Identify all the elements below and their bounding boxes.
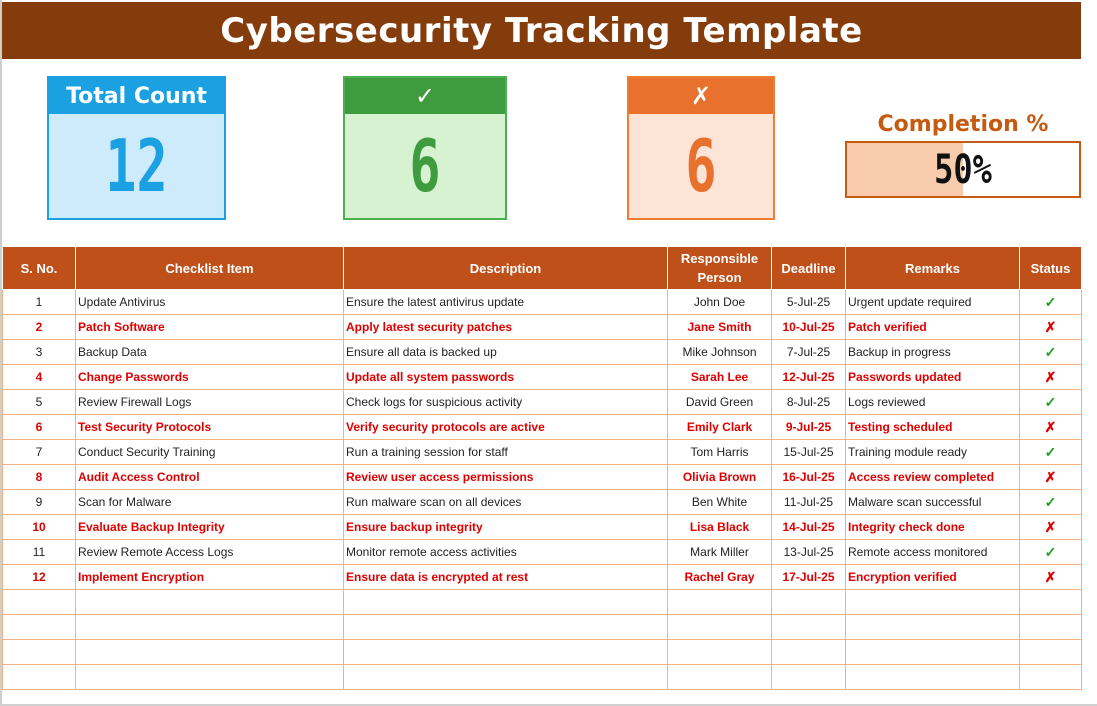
table-row — [3, 315, 1082, 340]
empty-cell[interactable] — [344, 640, 668, 665]
column-header-serial[interactable]: S. No. — [3, 247, 76, 290]
empty-cell[interactable] — [3, 640, 76, 665]
responsible-person-cell[interactable]: Mark Miller — [668, 540, 772, 565]
serial-cell[interactable]: 6 — [3, 415, 76, 440]
serial-cell[interactable]: 5 — [3, 390, 76, 415]
remarks-cell[interactable]: Remote access monitored — [846, 540, 1020, 565]
table-row — [3, 365, 1082, 390]
table-row — [3, 465, 1082, 490]
checklist-item-cell[interactable]: Scan for Malware — [76, 490, 344, 515]
completion-label: Completion % — [877, 112, 1049, 137]
empty-cell[interactable] — [76, 665, 344, 690]
column-header-responsible-person[interactable]: Responsible Person — [668, 247, 772, 290]
empty-cell[interactable] — [76, 590, 344, 615]
status-check-icon[interactable]: ✓ — [1020, 490, 1082, 515]
description-cell[interactable]: Check logs for suspicious activity — [344, 390, 668, 415]
serial-cell[interactable]: 1 — [3, 290, 76, 315]
column-header-deadline[interactable]: Deadline — [772, 247, 846, 290]
remarks-cell[interactable]: Logs reviewed — [846, 390, 1020, 415]
empty-cell[interactable] — [344, 615, 668, 640]
remarks-cell[interactable]: Access review completed — [846, 465, 1020, 490]
description-cell[interactable]: Review user access permissions — [344, 465, 668, 490]
deadline-cell[interactable]: 13-Jul-25 — [772, 540, 846, 565]
responsible-person-cell[interactable]: Ben White — [668, 490, 772, 515]
status-check-icon[interactable]: ✓ — [1020, 290, 1082, 315]
checklist-table — [2, 246, 1082, 690]
checklist-item-cell[interactable]: Implement Encryption — [76, 565, 344, 590]
deadline-cell[interactable]: 14-Jul-25 — [772, 515, 846, 540]
remarks-cell[interactable]: Passwords updated — [846, 365, 1020, 390]
deadline-cell[interactable]: 17-Jul-25 — [772, 565, 846, 590]
empty-cell[interactable] — [3, 590, 76, 615]
deadline-cell[interactable]: 9-Jul-25 — [772, 415, 846, 440]
responsible-person-cell[interactable]: John Doe — [668, 290, 772, 315]
empty-cell[interactable] — [344, 665, 668, 690]
checklist-item-cell[interactable]: Patch Software — [76, 315, 344, 340]
empty-cell[interactable] — [846, 615, 1020, 640]
table-header-row — [3, 247, 1082, 290]
column-header-remarks[interactable]: Remarks — [846, 247, 1020, 290]
description-cell[interactable]: Update all system passwords — [344, 365, 668, 390]
empty-table-row — [3, 665, 1082, 690]
serial-cell[interactable]: 2 — [3, 315, 76, 340]
table-row — [3, 340, 1082, 365]
responsible-person-cell[interactable]: Rachel Gray — [668, 565, 772, 590]
total-count-value: 12 — [105, 124, 168, 208]
empty-cell[interactable] — [668, 590, 772, 615]
empty-table-row — [3, 615, 1082, 640]
remarks-cell[interactable]: Malware scan successful — [846, 490, 1020, 515]
completed-count-card — [343, 76, 507, 220]
checklist-item-cell[interactable]: Test Security Protocols — [76, 415, 344, 440]
responsible-person-cell[interactable]: Lisa Black — [668, 515, 772, 540]
deadline-cell[interactable]: 10-Jul-25 — [772, 315, 846, 340]
empty-cell[interactable] — [76, 640, 344, 665]
deadline-cell[interactable]: 11-Jul-25 — [772, 490, 846, 515]
deadline-cell[interactable]: 15-Jul-25 — [772, 440, 846, 465]
table-row — [3, 490, 1082, 515]
column-header-status[interactable]: Status — [1020, 247, 1082, 290]
table-row — [3, 390, 1082, 415]
table-row — [3, 540, 1082, 565]
empty-cell[interactable] — [1020, 640, 1082, 665]
checklist-item-cell[interactable]: Review Remote Access Logs — [76, 540, 344, 565]
status-check-icon[interactable]: ✓ — [1020, 390, 1082, 415]
serial-cell[interactable]: 3 — [3, 340, 76, 365]
responsible-person-cell[interactable]: Mike Johnson — [668, 340, 772, 365]
status-cross-icon[interactable]: ✗ — [1020, 465, 1082, 490]
total-count-label: Total Count — [49, 78, 224, 114]
description-cell[interactable]: Run a training session for staff — [344, 440, 668, 465]
completion-progress-bar — [845, 141, 1081, 198]
remarks-cell[interactable]: Urgent update required — [846, 290, 1020, 315]
empty-cell[interactable] — [772, 590, 846, 615]
serial-cell[interactable]: 11 — [3, 540, 76, 565]
empty-cell[interactable] — [76, 615, 344, 640]
checklist-item-cell[interactable]: Review Firewall Logs — [76, 390, 344, 415]
table-row — [3, 290, 1082, 315]
status-cross-icon[interactable]: ✗ — [1020, 565, 1082, 590]
empty-cell[interactable] — [846, 665, 1020, 690]
status-cross-icon[interactable]: ✗ — [1020, 415, 1082, 440]
responsible-person-cell[interactable]: Olivia Brown — [668, 465, 772, 490]
empty-table-row — [3, 590, 1082, 615]
remarks-cell[interactable]: Training module ready — [846, 440, 1020, 465]
serial-cell[interactable]: 4 — [3, 365, 76, 390]
cross-icon: ✗ — [629, 78, 773, 114]
description-cell[interactable]: Ensure all data is backed up — [344, 340, 668, 365]
empty-cell[interactable] — [3, 665, 76, 690]
description-cell[interactable]: Monitor remote access activities — [344, 540, 668, 565]
checklist-item-cell[interactable]: Evaluate Backup Integrity — [76, 515, 344, 540]
deadline-cell[interactable]: 7-Jul-25 — [772, 340, 846, 365]
remarks-cell[interactable]: Integrity check done — [846, 515, 1020, 540]
deadline-cell[interactable]: 5-Jul-25 — [772, 290, 846, 315]
description-cell[interactable]: Run malware scan on all devices — [344, 490, 668, 515]
checklist-item-cell[interactable]: Conduct Security Training — [76, 440, 344, 465]
empty-cell[interactable] — [1020, 665, 1082, 690]
empty-cell[interactable] — [772, 615, 846, 640]
description-cell[interactable]: Ensure data is encrypted at rest — [344, 565, 668, 590]
pending-count-value: 6 — [685, 124, 717, 208]
empty-table-row — [3, 640, 1082, 665]
status-check-icon[interactable]: ✓ — [1020, 540, 1082, 565]
empty-cell[interactable] — [668, 665, 772, 690]
status-cross-icon[interactable]: ✗ — [1020, 515, 1082, 540]
checklist-item-cell[interactable]: Update Antivirus — [76, 290, 344, 315]
empty-cell[interactable] — [772, 665, 846, 690]
empty-cell[interactable] — [344, 590, 668, 615]
status-check-icon[interactable]: ✓ — [1020, 440, 1082, 465]
table-row — [3, 565, 1082, 590]
remarks-cell[interactable]: Testing scheduled — [846, 415, 1020, 440]
column-header-description[interactable]: Description — [344, 247, 668, 290]
remarks-cell[interactable]: Encryption verified — [846, 565, 1020, 590]
completed-count-value: 6 — [409, 124, 441, 208]
description-cell[interactable]: Apply latest security patches — [344, 315, 668, 340]
title-banner — [2, 2, 1081, 59]
completion-value: 50% — [934, 146, 992, 193]
empty-cell[interactable] — [846, 640, 1020, 665]
checklist-item-cell[interactable]: Change Passwords — [76, 365, 344, 390]
responsible-person-cell[interactable]: Jane Smith — [668, 315, 772, 340]
column-header-checklist-item[interactable]: Checklist Item — [76, 247, 344, 290]
status-cross-icon[interactable]: ✗ — [1020, 365, 1082, 390]
checklist-item-cell[interactable]: Backup Data — [76, 340, 344, 365]
empty-cell[interactable] — [3, 615, 76, 640]
serial-cell[interactable]: 9 — [3, 490, 76, 515]
empty-cell[interactable] — [1020, 615, 1082, 640]
empty-cell[interactable] — [668, 640, 772, 665]
description-cell[interactable]: Verify security protocols are active — [344, 415, 668, 440]
empty-cell[interactable] — [772, 640, 846, 665]
empty-cell[interactable] — [1020, 590, 1082, 615]
deadline-cell[interactable]: 8-Jul-25 — [772, 390, 846, 415]
responsible-person-cell[interactable]: Emily Clark — [668, 415, 772, 440]
checkmark-icon: ✓ — [345, 78, 505, 114]
status-check-icon[interactable]: ✓ — [1020, 340, 1082, 365]
empty-cell[interactable] — [846, 590, 1020, 615]
deadline-cell[interactable]: 12-Jul-25 — [772, 365, 846, 390]
description-cell[interactable]: Ensure backup integrity — [344, 515, 668, 540]
serial-cell[interactable]: 12 — [3, 565, 76, 590]
pending-count-card — [627, 76, 775, 220]
table-row — [3, 415, 1082, 440]
table-body — [3, 290, 1082, 690]
empty-cell[interactable] — [668, 615, 772, 640]
remarks-cell[interactable]: Patch verified — [846, 315, 1020, 340]
page-title: Cybersecurity Tracking Template — [220, 10, 863, 51]
checklist-item-cell[interactable]: Audit Access Control — [76, 465, 344, 490]
deadline-cell[interactable]: 16-Jul-25 — [772, 465, 846, 490]
responsible-person-cell[interactable]: David Green — [668, 390, 772, 415]
description-cell[interactable]: Ensure the latest antivirus update — [344, 290, 668, 315]
responsible-person-cell[interactable]: Sarah Lee — [668, 365, 772, 390]
total-count-card — [47, 76, 226, 220]
responsible-person-cell[interactable]: Tom Harris — [668, 440, 772, 465]
table-row — [3, 515, 1082, 540]
remarks-cell[interactable]: Backup in progress — [846, 340, 1020, 365]
serial-cell[interactable]: 8 — [3, 465, 76, 490]
serial-cell[interactable]: 10 — [3, 515, 76, 540]
serial-cell[interactable]: 7 — [3, 440, 76, 465]
status-cross-icon[interactable]: ✗ — [1020, 315, 1082, 340]
table-row — [3, 440, 1082, 465]
